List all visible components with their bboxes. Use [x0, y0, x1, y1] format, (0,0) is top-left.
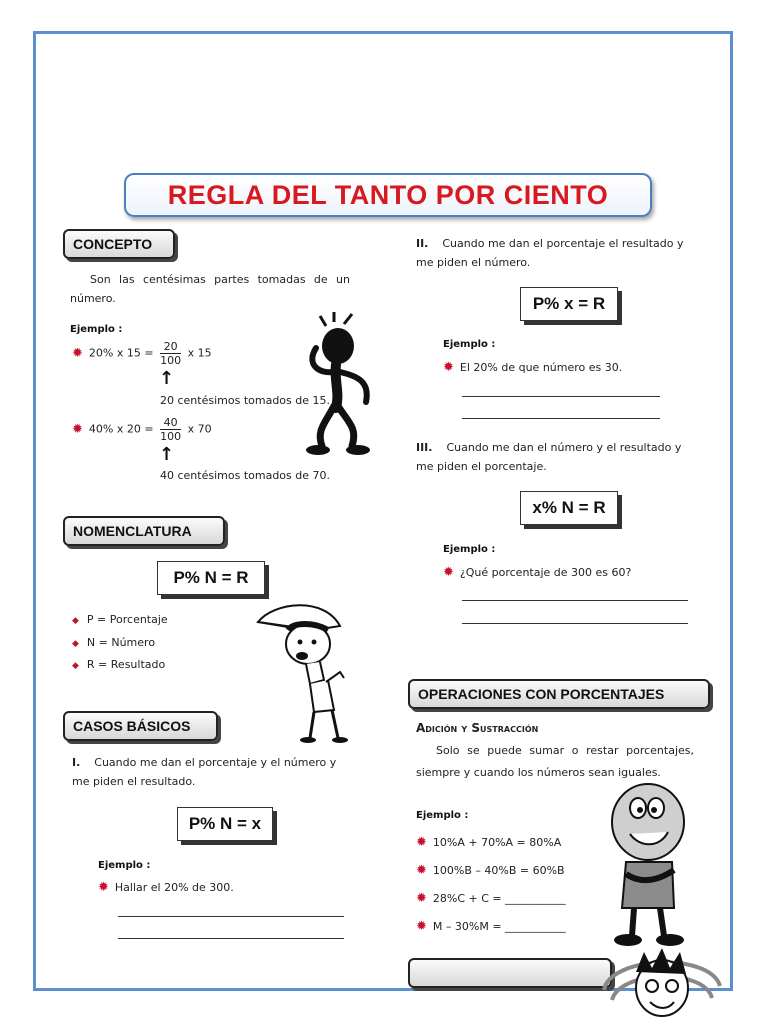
logo-face-icon [600, 946, 724, 1022]
case-2-ejemplo-label: Ejemplo : [443, 339, 496, 350]
boy-cap-illustration [254, 600, 350, 744]
operaciones-ejemplo-label: Ejemplo : [416, 810, 469, 821]
thinking-figure-illustration [296, 312, 380, 458]
fraction: $\frac{20}{100}$ [160, 340, 182, 367]
concepto-example-1: ✹ 20% x 15 = $\frac{20}{100}$ x 15 [72, 340, 212, 367]
triangle-bullet-icon: ◆ [72, 639, 79, 649]
operaciones-item-1: ✹ 10%A + 70%A = 80%A [416, 835, 562, 850]
nomenclatura-item-n: ◆ N = Número [72, 636, 156, 649]
answer-line [462, 600, 688, 601]
case-3-text: III. Cuando me dan el número y el resultado y me piden el porcentaje. [416, 441, 682, 473]
concepto-text: Son las centésimas partes tomadas de un número. [70, 273, 350, 305]
formula-nomenclatura: P% N = R [157, 561, 265, 595]
nomenclatura-item-r: ◆ R = Resultado [72, 658, 166, 671]
star-bullet-icon: ✹ [72, 421, 83, 437]
concepto-example-2-note: 40 centésimos tomados de 70. [160, 469, 331, 482]
concepto-example-1-note: 20 centésimos tomados de 15. [160, 394, 331, 407]
star-bullet-icon: ✹ [443, 360, 454, 375]
triangle-bullet-icon: ◆ [72, 661, 79, 671]
star-bullet-icon: ✹ [72, 345, 83, 361]
section-heading-casos: CASOS BÁSICOS [63, 711, 218, 741]
arrow-up-icon: ↑ [159, 368, 175, 389]
section-heading-nomenclatura: NOMENCLATURA [63, 516, 225, 546]
case-1-text: I. Cuando me dan el porcentaje y el número y me piden el resultado. [72, 756, 337, 788]
case-2-example: ✹ El 20% de que número es 30. [443, 360, 623, 375]
star-bullet-icon: ✹ [416, 919, 427, 934]
triangle-bullet-icon: ◆ [72, 616, 79, 626]
operaciones-text: Solo se puede sumar o restar porcentajes, siempre y cuando los números sean iguales. [416, 744, 694, 779]
operaciones-item-2: ✹ 100%B – 40%B = 60%B [416, 863, 565, 878]
formula-case-3: x% N = R [520, 491, 618, 525]
case-3-example: ✹ ¿Qué porcentaje de 300 es 60? [443, 565, 632, 580]
star-bullet-icon: ✹ [98, 880, 109, 895]
operaciones-item-3: ✹ 28%C + C = ___________ [416, 891, 566, 906]
case-1-ejemplo-label: Ejemplo : [98, 860, 151, 871]
case-1-example: ✹ Hallar el 20% de 300. [98, 880, 234, 895]
empty-banner [408, 958, 612, 988]
case-3-ejemplo-label: Ejemplo : [443, 544, 496, 555]
formula-case-2: P% x = R [520, 287, 618, 321]
fraction: $\frac{40}{100}$ [160, 416, 182, 443]
concepto-ejemplo-label: Ejemplo : [70, 324, 123, 335]
answer-line [118, 916, 344, 917]
star-bullet-icon: ✹ [443, 565, 454, 580]
formula-case-1: P% N = x [177, 807, 273, 841]
answer-line [118, 938, 344, 939]
operaciones-item-4: ✹ M – 30%M = ___________ [416, 919, 566, 934]
section-heading-operaciones: OPERACIONES CON PORCENTAJES [408, 679, 710, 709]
arrow-up-icon: ↑ [159, 444, 175, 465]
concepto-example-2: ✹ 40% x 20 = $\frac{40}{100}$ x 70 [72, 416, 212, 443]
nomenclatura-item-p: ◆ P = Porcentaje [72, 613, 168, 626]
star-bullet-icon: ✹ [416, 835, 427, 850]
section-heading-concepto: CONCEPTO [63, 229, 175, 259]
answer-line [462, 396, 660, 397]
page-title: REGLA DEL TANTO POR CIENTO [124, 173, 652, 217]
case-2-text: II. Cuando me dan el porcentaje el resultado y me piden el número. [416, 237, 684, 269]
star-bullet-icon: ✹ [416, 863, 427, 878]
smiling-character-illustration [604, 778, 696, 948]
answer-line [462, 418, 660, 419]
star-bullet-icon: ✹ [416, 891, 427, 906]
answer-line [462, 623, 688, 624]
operaciones-subheading: Adición y Sustracción [416, 721, 539, 735]
